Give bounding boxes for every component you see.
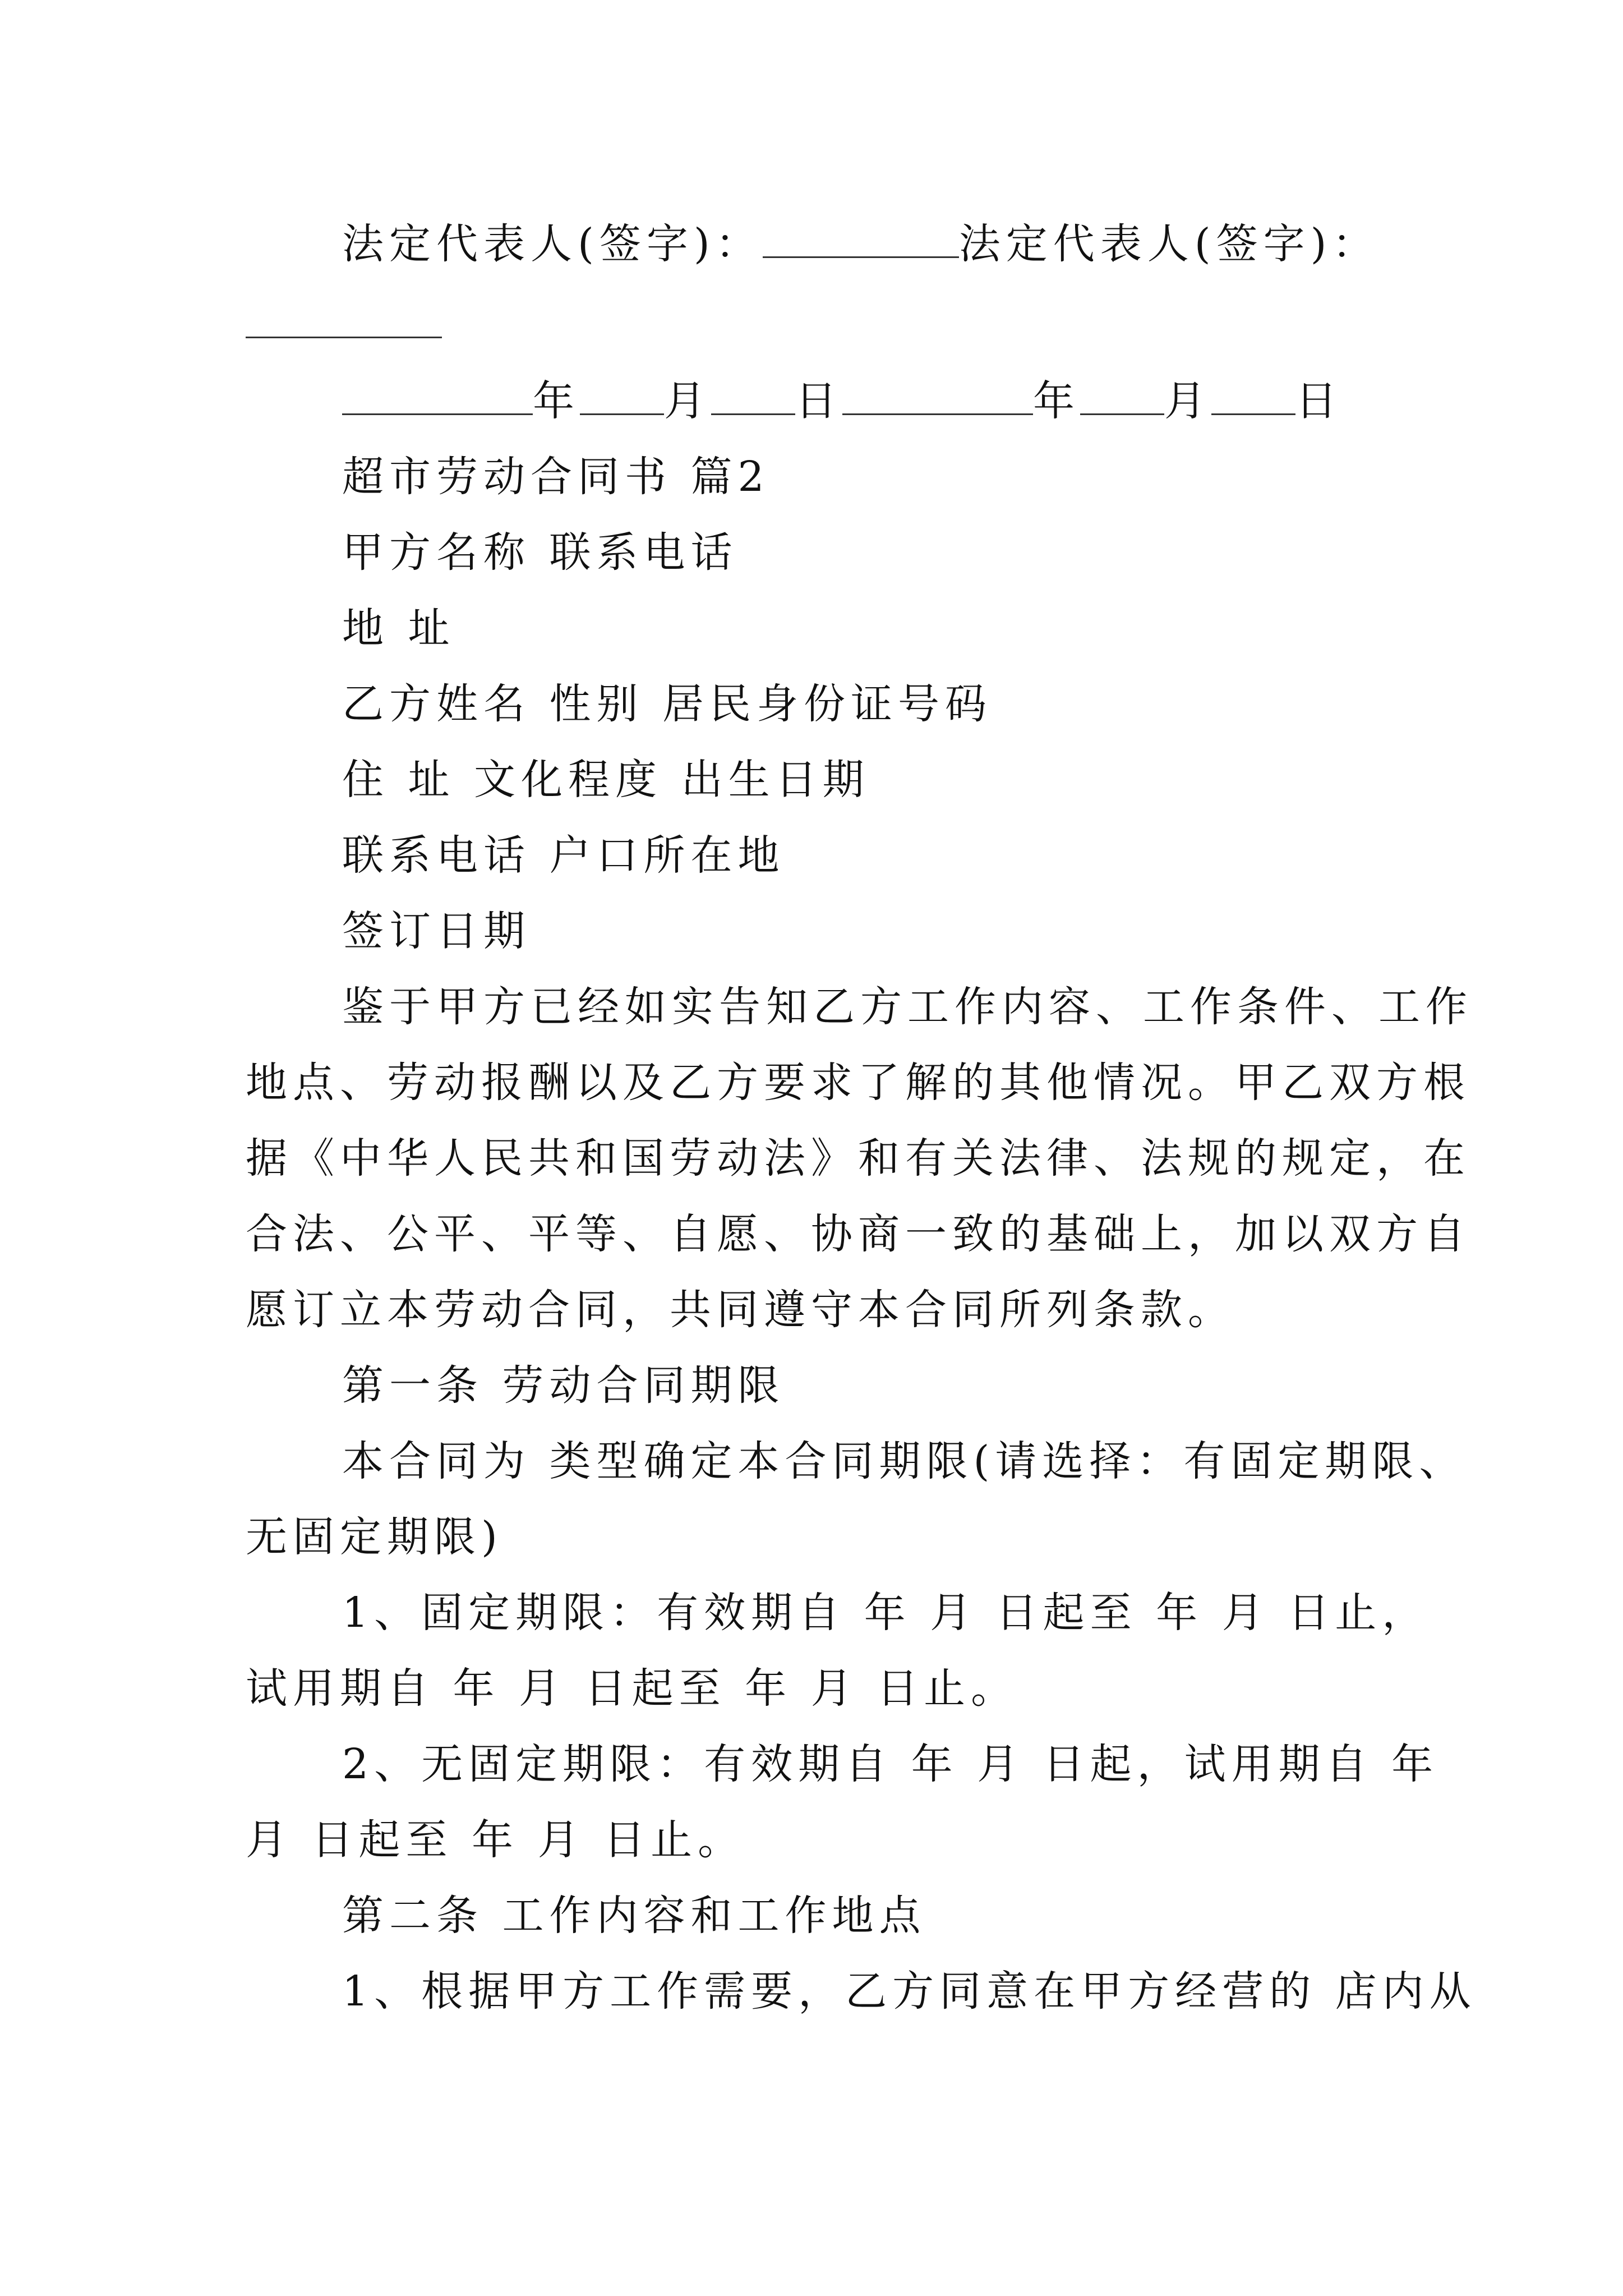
signature-label-party-a: 法定代表人(签字)： [342,220,763,268]
date-month-blank-a[interactable] [580,374,664,415]
date-month-label-a: 月 [664,377,711,425]
field-line-signing-date: 签订日期 [342,907,531,955]
preamble-line-3: 据《中华人民共和国劳动法》和有关法律、法规的规定，在 [246,1134,1470,1182]
signature-line [342,216,1380,272]
signature-blank-party-b[interactable] [246,337,442,338]
field-line-phone-household: 联系电话 户口所在地 [342,831,785,880]
date-year-label-b: 年 [1033,377,1080,425]
signature-label-party-b: 法定代表人(签字)： [958,220,1380,268]
field-line-residence-education: 住 址 文化程度 出生日期 [342,756,870,804]
date-day-blank-a[interactable] [711,374,795,415]
field-line-party-b-identity: 乙方姓名 性别 居民身份证号码 [342,680,993,728]
date-year-blank-b[interactable] [842,374,1033,415]
preamble-line-2: 地点、劳动报酬以及乙方要求了解的其他情况。甲乙双方根 [246,1059,1470,1107]
article-1-para-1-line-2: 无固定期限) [246,1513,503,1561]
field-line-address: 地 址 [342,604,455,652]
date-day-label-b: 日 [1295,377,1343,425]
signature-blank-party-a[interactable] [763,217,959,258]
date-month-label-b: 月 [1164,377,1211,425]
article-2-para-1-line-1: 1、根据甲方工作需要，乙方同意在甲方经营的 店内从 [342,1967,1477,2016]
article-1-para-1-line-1: 本合同为 类型确定本合同期限(请选择：有固定期限、 [342,1437,1467,1485]
article-1-para-3-line-1: 2、无固定期限：有效期自 年 月 日起，试用期自 年 [342,1740,1439,1788]
preamble-line-4: 合法、公平、平等、自愿、协商一致的基础上，加以双方自 [246,1210,1470,1258]
field-line-party-a-name-phone: 甲方名称 联系电话 [342,528,738,577]
preamble-line-1: 鉴于甲方已经如实告知乙方工作内容、工作条件、工作 [342,983,1473,1031]
article-1-para-3-line-2: 月 日起至 年 月 日止。 [246,1816,745,1864]
article-1-para-2-line-1: 1、固定期限：有效期自 年 月 日起至 年 月 日止， [342,1589,1430,1637]
date-day-label-a: 日 [795,377,842,425]
section-title: 超市劳动合同书 篇2 [342,453,770,501]
date-day-blank-b[interactable] [1211,374,1295,415]
date-year-label-a: 年 [533,377,580,425]
date-month-blank-b[interactable] [1080,374,1164,415]
date-line [342,373,1343,429]
preamble-line-5: 愿订立本劳动合同，共同遵守本合同所列条款。 [246,1286,1235,1334]
date-year-blank-a[interactable] [342,374,533,415]
article-1-title: 第一条 劳动合同期限 [342,1361,785,1410]
article-1-para-2-line-2: 试用期自 年 月 日起至 年 月 日止。 [246,1664,1018,1713]
article-2-title: 第二条 工作内容和工作地点 [342,1892,926,1940]
